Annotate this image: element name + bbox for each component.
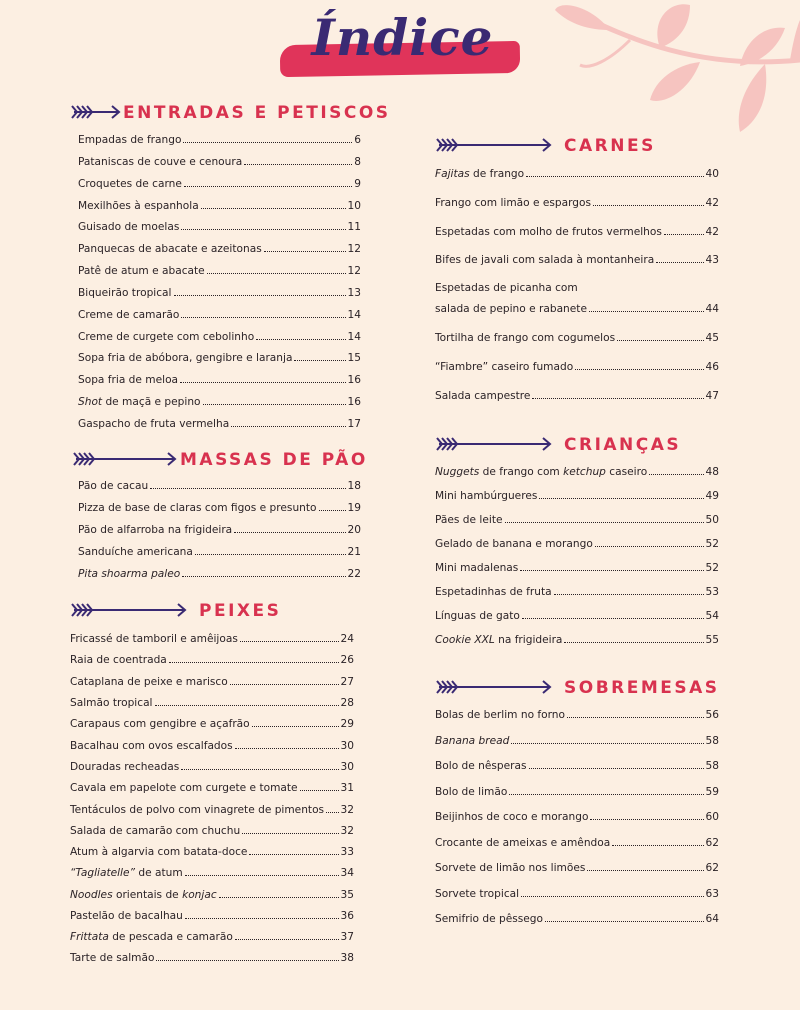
list-item: Shot de maçã e pepino 16 [78,396,361,408]
list-item: Sopa fria de abóbora, gengibre e laranja 15 [78,352,361,364]
list-item: Mini hambúrgueres 49 [435,490,719,502]
list-item: Salada de camarão com chuchu 32 [70,825,354,837]
section-title-carnes: CARNES [564,136,656,156]
list-item: Pão de alfarroba na frigideira 20 [78,524,361,536]
list-item: Empadas de frango 6 [78,134,361,146]
list-item: Tortilha de frango com cogumelos 45 [435,332,719,344]
list-item: Bacalhau com ovos escalfados 30 [70,740,354,752]
list-item: Tarte de salmão 38 [70,952,354,964]
list-item: Pastelão de bacalhau 36 [70,910,354,922]
section-entradas [70,100,400,435]
list-item: Frango com limão e espargos 42 [435,197,719,209]
leaf-branch-icon [550,0,800,140]
list-item: Beijinhos de coco e morango 60 [435,811,719,823]
list-item: salada de pepino e rabanete 44 [435,303,719,315]
list-item: Cookie XXL na frigideira 55 [435,634,719,646]
list-item: Bolo de limão 59 [435,786,719,798]
list-item: Banana bread 58 [435,735,719,747]
list-item: Pizza de base de claras com figos e presunto 19 [78,502,361,514]
list-item: Creme de curgete com cebolinho 14 [78,331,361,343]
list-item: Crocante de ameixas e amêndoa 62 [435,837,719,849]
list-item: Croquetes de carne 9 [78,178,361,190]
list-item: Mexilhões à espanhola 10 [78,200,361,212]
list-item: Raia de coentrada 26 [70,654,354,666]
list-item: Salada campestre 47 [435,390,719,402]
list-item: Cataplana de peixe e marisco 27 [70,676,354,688]
arrow-icon [435,677,553,697]
list-item: Línguas de gato 54 [435,610,719,622]
arrow-icon [435,135,553,155]
list-item: Pão de cacau 18 [78,480,361,492]
list-item: “Fiambre” caseiro fumado 46 [435,361,719,373]
list-item: Sorvete tropical 63 [435,888,719,900]
list-item: Mini madalenas 52 [435,562,719,574]
list-item: Creme de camarão 14 [78,309,361,321]
list-item: Sopa fria de meloa 16 [78,374,361,386]
list-item: Fajitas de frango 40 [435,168,719,180]
list-item: Semifrio de pêssego 64 [435,913,719,925]
section-peixes [70,598,400,968]
section-criancas [435,432,780,652]
arrow-icon [72,449,178,469]
list-item: Bolas de berlim no forno 56 [435,709,719,721]
list-item: Douradas recheadas 30 [70,761,354,773]
list-item: Carapaus com gengibre e açafrão 29 [70,718,354,730]
list-item: Salmão tropical 28 [70,697,354,709]
section-title-peixes: PEIXES [199,601,282,621]
arrow-icon [435,434,553,454]
section-title-massas: MASSAS DE PÃO [180,450,368,470]
list-item: Pataniscas de couve e cenoura 8 [78,156,361,168]
list-item: Panquecas de abacate e azeitonas 12 [78,243,361,255]
page-title: Índice [311,8,494,67]
list-item: Noodles orientais de konjac 35 [70,889,354,901]
list-item: Fricassé de tamboril e amêijoas 24 [70,633,354,645]
section-title-entradas: ENTRADAS E PETISCOS [123,103,391,123]
list-item: Espetadas com molho de frutos vermelhos 42 [435,226,719,238]
list-item: Patê de atum e abacate 12 [78,265,361,277]
list-item: Sanduíche americana 21 [78,546,361,558]
list-item: Nuggets de frango com ketchup caseiro 48 [435,466,719,478]
list-item: Espetadinhas de fruta 53 [435,586,719,598]
list-item: Cavala em papelote com curgete e tomate 31 [70,782,354,794]
list-item: Guisado de moelas 11 [78,221,361,233]
list-item: Atum à algarvia com batata-doce 33 [70,846,354,858]
list-item: Bifes de javali com salada à montanheira 43 [435,254,719,266]
arrow-icon [70,600,188,620]
index-title-block [280,8,525,88]
list-item: Bolo de nêsperas 58 [435,760,719,772]
section-carnes [435,133,780,413]
section-title-criancas: CRIANÇAS [564,435,682,455]
list-item: “Tagliatelle” de atum 34 [70,867,354,879]
list-item: Frittata de pescada e camarão 37 [70,931,354,943]
section-title-sobremesas: SOBREMESAS [564,678,720,698]
list-item: Pães de leite 50 [435,514,719,526]
list-item: Pita shoarma paleo 22 [78,568,361,580]
list-item: Tentáculos de polvo com vinagrete de pimentos 32 [70,804,354,816]
section-massas [70,447,400,587]
list-item: Espetadas de picanha com [435,282,578,294]
list-item: Gaspacho de fruta vermelha 17 [78,418,361,430]
list-item: Sorvete de limão nos limões 62 [435,862,719,874]
list-item: Biqueirão tropical 13 [78,287,361,299]
section-sobremesas [435,675,780,935]
arrow-icon [70,102,122,122]
list-item: Gelado de banana e morango 52 [435,538,719,550]
